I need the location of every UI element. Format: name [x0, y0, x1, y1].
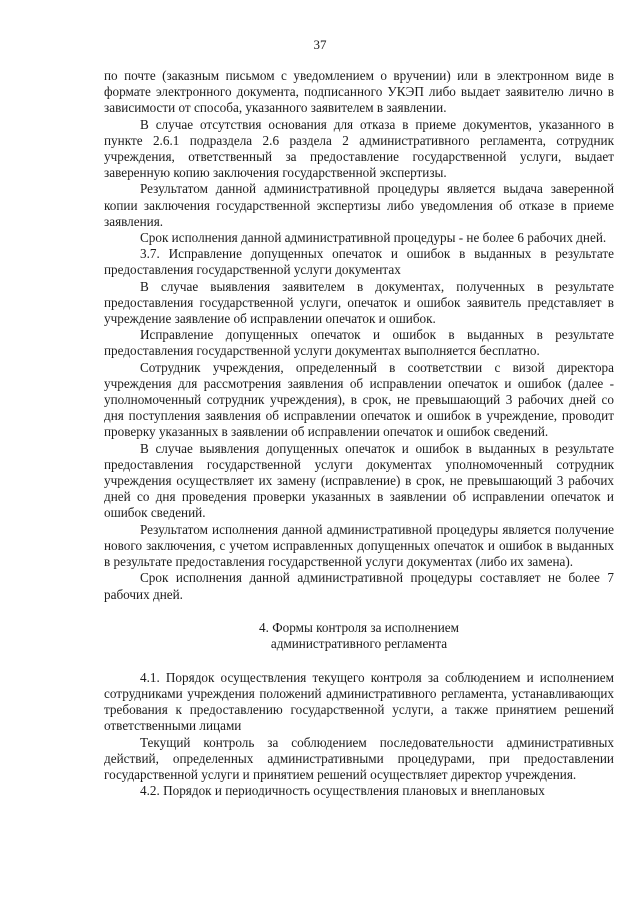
subsection-title: 3.7. Исправление допущенных опечаток и ошибок в выданных в результате предоставления государственной услуги документах: [104, 246, 614, 278]
paragraph: Срок исполнения данной административной процедуры составляет не более 7 рабочих дней.: [104, 570, 614, 602]
section-heading: [104, 620, 614, 653]
paragraph: В случае выявления заявителем в документах, полученных в результате предоставления государственной услуги, опечаток и ошибок заявитель представляет в учреждение заявление об исправлении опечаток и ошибок.: [104, 278, 614, 327]
paragraph: В случае отсутствия основания для отказа в приеме документов, указанного в пункте 2.6.1 подраздела 2.6 раздела 2 административного регламента, сотрудник учреждения, ответственный за предоставление государственной услуги, выдает заверенную копию заключения государственной экспертизы.: [104, 116, 614, 181]
paragraph: Сотрудник учреждения, определенный в соответствии с визой директора учреждения для рассмотрения заявления об исправлении опечаток и ошибок (далее - уполномоченный сотрудник учреждения), в срок, не превышающий 3 рабочих дней со дня поступления заявления об исправлении опечаток и ошибок в учреждение, проводит проверку указанных в заявлении об исправлении опечаток и ошибок сведений.: [104, 359, 614, 440]
section-3-text: [104, 68, 614, 603]
section-4-text: [104, 670, 614, 800]
paragraph: по почте (заказным письмом с уведомлением о вручении) или в электронном виде в формате электронного документа, подписанного УКЭП либо выдает заявителю лично в зависимости от способа, указанного заявителем в заявлении.: [104, 68, 614, 116]
paragraph: В случае выявления допущенных опечаток и ошибок в выданных в результате предоставления государственной услуги документах уполномоченный сотрудник учреждения осуществляет их замену (исправление) в срок, не превышающий 3 рабочих дней со дня проведения проверки указанных в заявлении об исправлении опечаток и ошибок сведений.: [104, 440, 614, 521]
paragraph: Срок исполнения данной административной процедуры - не более 6 рабочих дней.: [140, 230, 607, 246]
page-number: 37: [313, 37, 327, 52]
paragraph: Результатом данной административной процедуры является выдача заверенной копии заключения государственной экспертизы либо уведомления об отказе в приеме заявления.: [104, 181, 614, 229]
section-heading-line2: административного регламента: [270, 636, 448, 652]
paragraph: Результатом исполнения данной административной процедуры является получение нового заключения, с учетом исправленных допущенных опечаток и ошибок в выданных в результате предоставления государственной услуги документах (либо их замена).: [104, 521, 614, 570]
paragraph: Исправление допущенных опечаток и ошибок в выданных в результате предоставления государственной услуги документах выполняется бесплатно.: [104, 327, 614, 359]
subsection-title: 4.1. Порядок осуществления текущего контроля за соблюдением и исполнением сотрудниками учреждения положений административного регламента, устанавливающих требования к предоставлению государственной услуги, а также принятием решений ответственными лицами: [104, 669, 614, 734]
document-body: [104, 68, 614, 799]
subsection-title: 4.2. Порядок и периодичность осуществления плановых и внеплановых: [140, 783, 545, 799]
paragraph: Текущий контроль за соблюдением последовательности административных действий, определенных административными процедурами, при предоставлении государственной услуги и принятием решений осуществляет директор учреждения.: [104, 734, 614, 782]
section-heading-line1: 4. Формы контроля за исполнением: [259, 619, 459, 635]
